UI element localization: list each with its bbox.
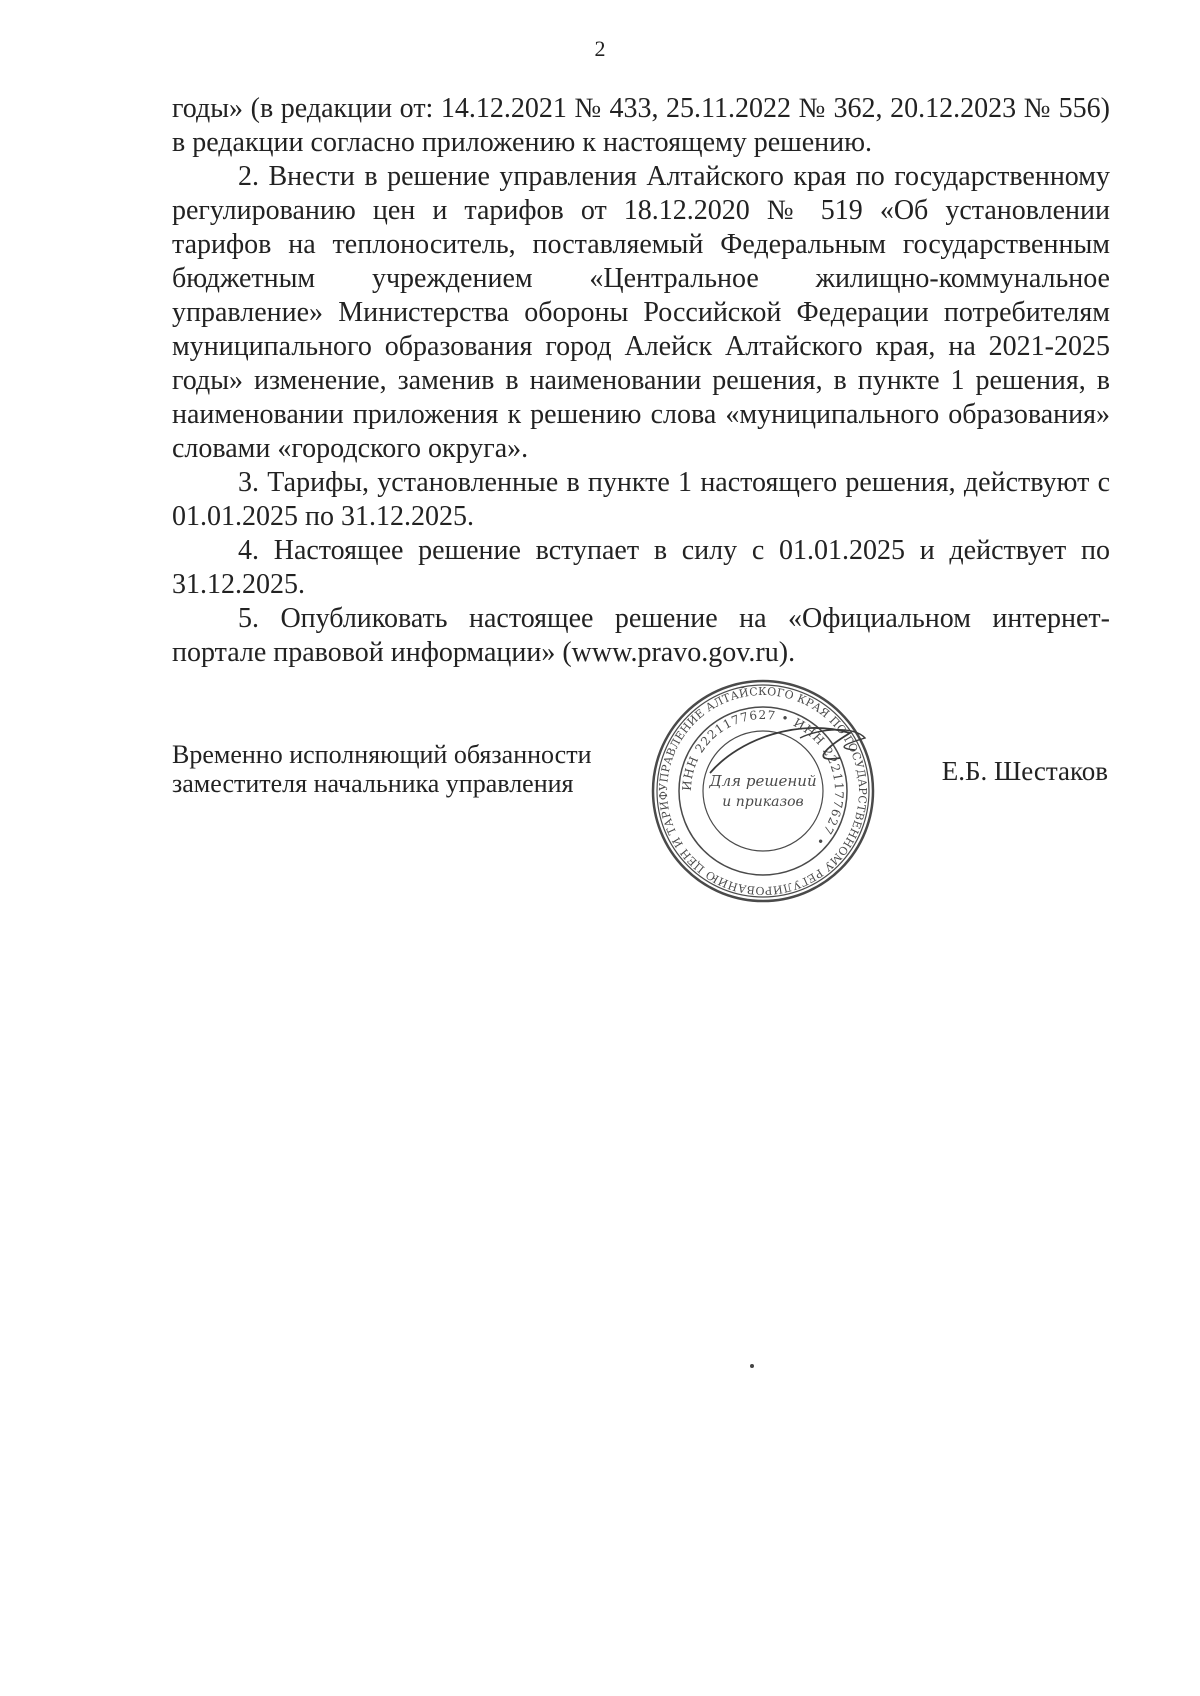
signatory-position — [172, 740, 592, 798]
paragraph-item-2: 2. Внести в решение управления Алтайского края по государственному регулированию цен и тарифов от 18.12.2020 № 519 «Об установлении тарифов на теплоноситель, поставляемый Федеральным государственным бюджетным учреждением «Центральное жилищно-коммунальное управление» Министерства обороны Российской Федерации потребителям муниципального образования город Алейск Алтайского края, на 2021-2025 годы» изменение, заменив в наименовании решения, в пункте 1 решения, в наименовании приложения к решению слова «муниципального образования» словами «городского округа». — [172, 161, 1110, 464]
scan-artifact-dot — [750, 1364, 754, 1368]
paragraph-continuation: годы» (в редакции от: 14.12.2021 № 433, 25.11.2022 № 362, 20.12.2023 № 556) в редакции согласно приложению к настоящему решению. — [172, 93, 1110, 158]
signatory-position-line-1: Временно исполняющий обязанности — [172, 740, 592, 769]
paragraph-item-3: 3. Тарифы, установленные в пункте 1 настоящего решения, действуют с 01.01.2025 по 31.12.2025. — [172, 467, 1110, 532]
seal-center-line-1: Для решений — [709, 772, 817, 790]
paragraph-item-5: 5. Опубликовать настоящее решение на «Официальном интернет-портале правовой информации» (www.pravo.gov.ru). — [172, 603, 1110, 668]
signatory-name: Е.Б. Шестаков — [941, 756, 1108, 786]
seal-icon — [650, 678, 876, 904]
seal-center-line-2: и приказов — [722, 794, 804, 810]
official-seal — [650, 678, 876, 904]
seal-inn-text: ИНН 2221177627 • ИНН 2221177627 • — [679, 707, 847, 849]
paragraph-item-4: 4. Настоящее решение вступает в силу с 01.01.2025 и действует по 31.12.2025. — [172, 535, 1110, 600]
page-number: 2 — [594, 36, 606, 61]
document-body — [172, 92, 1110, 670]
seal-outer-text: УПРАВЛЕНИЕ АЛТАЙСКОГО КРАЯ ПО ГОСУДАРСТВЕННОМУ РЕГУЛИРОВАНИЮ ЦЕН И ТАРИФ — [656, 684, 870, 898]
signatory-position-line-2: заместителя начальника управления — [172, 769, 574, 798]
